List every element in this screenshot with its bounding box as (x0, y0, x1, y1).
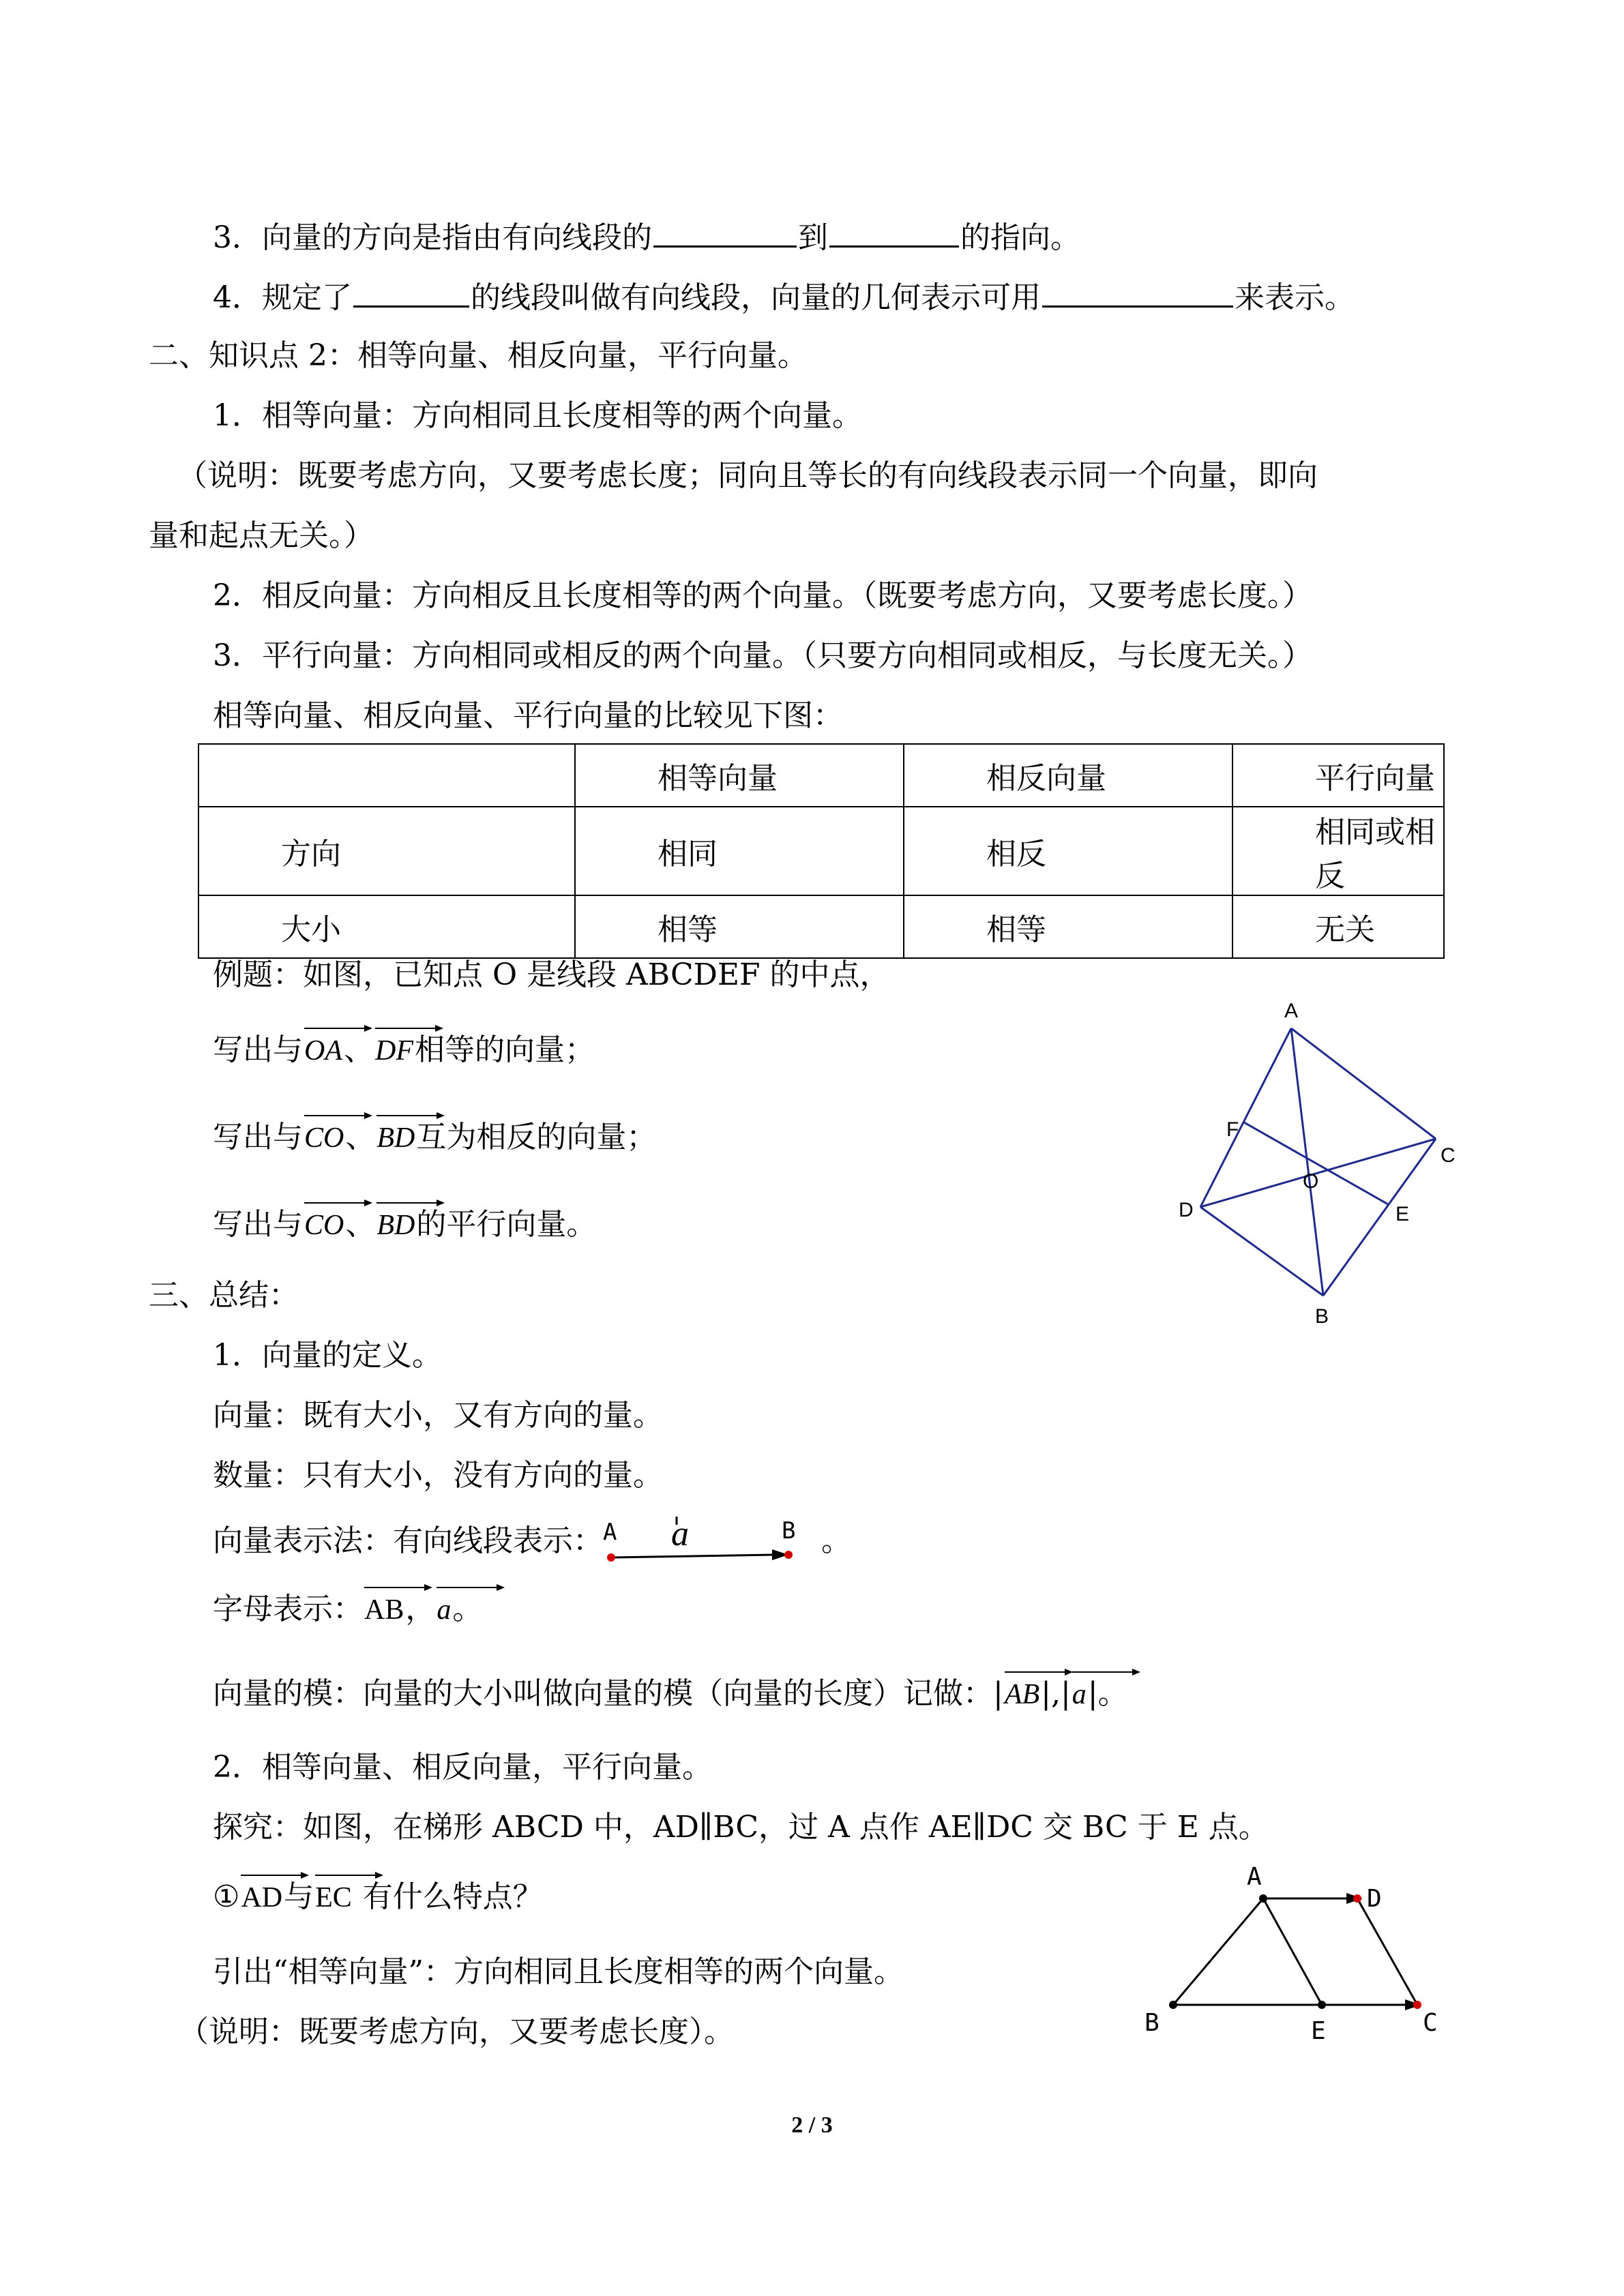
comparison-table (198, 743, 1445, 959)
trapezoid-figure (1132, 1855, 1487, 2053)
directed-segment-figure (603, 1515, 808, 1570)
fig-label-b: B (1315, 1305, 1329, 1323)
vector-ad: AD (239, 1877, 284, 1918)
trap-label-d: D (1367, 1885, 1382, 1913)
section3-heading: 三、总结： (149, 1278, 299, 1313)
table-cell: 相等 (575, 895, 904, 958)
fig-label-o: O (1303, 1170, 1319, 1193)
vector-bd: BD (375, 1118, 416, 1159)
item-4: 4．规定了 的线段叫做有向线段，向量的几何表示可用 来表示。 (213, 275, 1355, 318)
table-cell: 相反向量 (904, 744, 1232, 807)
item-3: 3．向量的方向是指由有向线段的 到 的指向。 (213, 215, 1080, 258)
blank-1[interactable] (653, 215, 797, 248)
section2-p3: 3．平行向量：方向相同或相反的两个向量。（只要方向相同或相反，与长度无关。） (213, 638, 1312, 673)
section3-modulus: 向量的模：向量的大小叫做向量的模（向量的长度）记做：| AB|,| a|。 (213, 1673, 1128, 1715)
table-cell: 相同 (575, 807, 904, 895)
vector-arrow-icon (1072, 1669, 1140, 1675)
table-cell: 相反 (904, 807, 1232, 895)
vector-df: DF (374, 1030, 415, 1071)
example-q3: 写出与 CO、 BD的平行向量。 (213, 1204, 596, 1246)
vector-co: CO (303, 1118, 345, 1159)
vector-bd: BD (375, 1205, 416, 1246)
table-cell: 平行向量 (1232, 744, 1444, 807)
section3-p2: 2．相等向量、相反向量，平行向量。 (213, 1750, 712, 1785)
vector-arrow-icon (315, 1872, 383, 1879)
vector-arrow-icon (241, 1872, 309, 1879)
section3-repr: 向量表示法：有向线段表示： A B a 。 (213, 1515, 851, 1570)
vector-arrow-icon (1005, 1669, 1073, 1675)
table-cell: 相等向量 (575, 744, 904, 807)
section3-explore: 探究：如图，在梯形 ABCD 中，AD∥BC，过 A 点作 AE∥DC 交 BC 于 E 点。 (213, 1810, 1269, 1845)
table-row (198, 807, 1444, 895)
vector-arrow-icon (437, 1584, 505, 1591)
section2-p1: 1．相等向量：方向相同且长度相等的两个向量。 (213, 398, 862, 433)
fig-label-c: C (1441, 1144, 1456, 1167)
trap-label-e: E (1311, 2017, 1326, 2045)
example-q1: 写出与 OA、 DF相等的向量； (213, 1030, 595, 1071)
vector-arrow-icon (377, 1199, 445, 1206)
repr-label-vec-a: a (671, 1515, 689, 1553)
section3-def2: 数量：只有大小，没有方向的量。 (213, 1458, 663, 1493)
section2-p2: 2．相反向量：方向相反且长度相等的两个向量。（既要考虑方向，又要考虑长度。） (213, 578, 1312, 613)
vector-arrow-icon (377, 1112, 445, 1119)
vector-arrow-icon (364, 1584, 432, 1591)
vector-oa: OA (303, 1030, 344, 1071)
table-intro: 相等向量、相反向量、平行向量的比较见下图： (213, 698, 843, 733)
vector-arrow-icon (375, 1025, 443, 1032)
section2-note-a: （说明：既要考虑方向，又要考虑长度；同向且等长的有向线段表示同一个向量，即向 (177, 458, 1318, 493)
trap-label-a: A (1247, 1863, 1262, 1891)
section2-heading: 二、知识点 2：相等向量、相反向量，平行向量。 (149, 338, 808, 373)
section2-note-b: 量和起点无关。） (149, 518, 374, 553)
table-cell: 方向 (198, 807, 575, 895)
section3-def1: 向量：既有大小，又有方向的量。 (213, 1398, 663, 1433)
vector-ab-modulus: AB (1003, 1674, 1041, 1715)
section3-question: ① AD与 EC 有什么特点？ (213, 1877, 543, 1918)
vector-ec: EC (314, 1877, 353, 1918)
kite-figure (1160, 989, 1501, 1323)
table-cell: 相同或相反 (1232, 807, 1444, 895)
fig-label-f: F (1226, 1118, 1239, 1141)
table-cell: 大小 (198, 895, 575, 958)
vector-arrow-icon (304, 1199, 372, 1206)
table-cell: 无关 (1232, 895, 1444, 958)
section3-note: （说明：既要考虑方向，又要考虑长度）。 (179, 2014, 734, 2049)
trap-label-c: C (1423, 2009, 1438, 2037)
vector-a-modulus: a (1071, 1674, 1088, 1715)
example-intro: 例题：如图，已知点 O 是线段 ABCDEF 的中点， (213, 957, 890, 992)
vector-arrow-icon (304, 1112, 372, 1119)
blank-4[interactable] (1042, 275, 1233, 308)
fig-label-d: D (1179, 1199, 1194, 1221)
table-cell: 相等 (904, 895, 1232, 958)
table-cell (198, 744, 575, 807)
fig-label-e: E (1396, 1203, 1410, 1225)
blank-2[interactable] (829, 215, 959, 248)
blank-3[interactable] (353, 275, 469, 308)
trap-label-b: B (1145, 2009, 1160, 2037)
section3-letter: 字母表示： AB， a。 (213, 1589, 482, 1630)
section3-p1: 1．向量的定义。 (213, 1338, 442, 1373)
repr-label-a: A (603, 1519, 617, 1546)
table-header-row (198, 744, 1444, 807)
fig-label-a: A (1284, 1000, 1299, 1022)
table-row (198, 895, 1444, 958)
section3-lead: 引出“相等向量”：方向相同且长度相等的两个向量。 (213, 1954, 904, 1989)
vector-ab: AB (363, 1590, 405, 1630)
vector-co: CO (303, 1205, 345, 1246)
page-number: 2 / 3 (791, 2113, 833, 2138)
repr-label-b: B (782, 1517, 796, 1545)
vector-arrow-icon (304, 1025, 372, 1032)
vector-a: a (435, 1590, 452, 1630)
example-q2: 写出与 CO、 BD互为相反的向量； (213, 1117, 656, 1159)
